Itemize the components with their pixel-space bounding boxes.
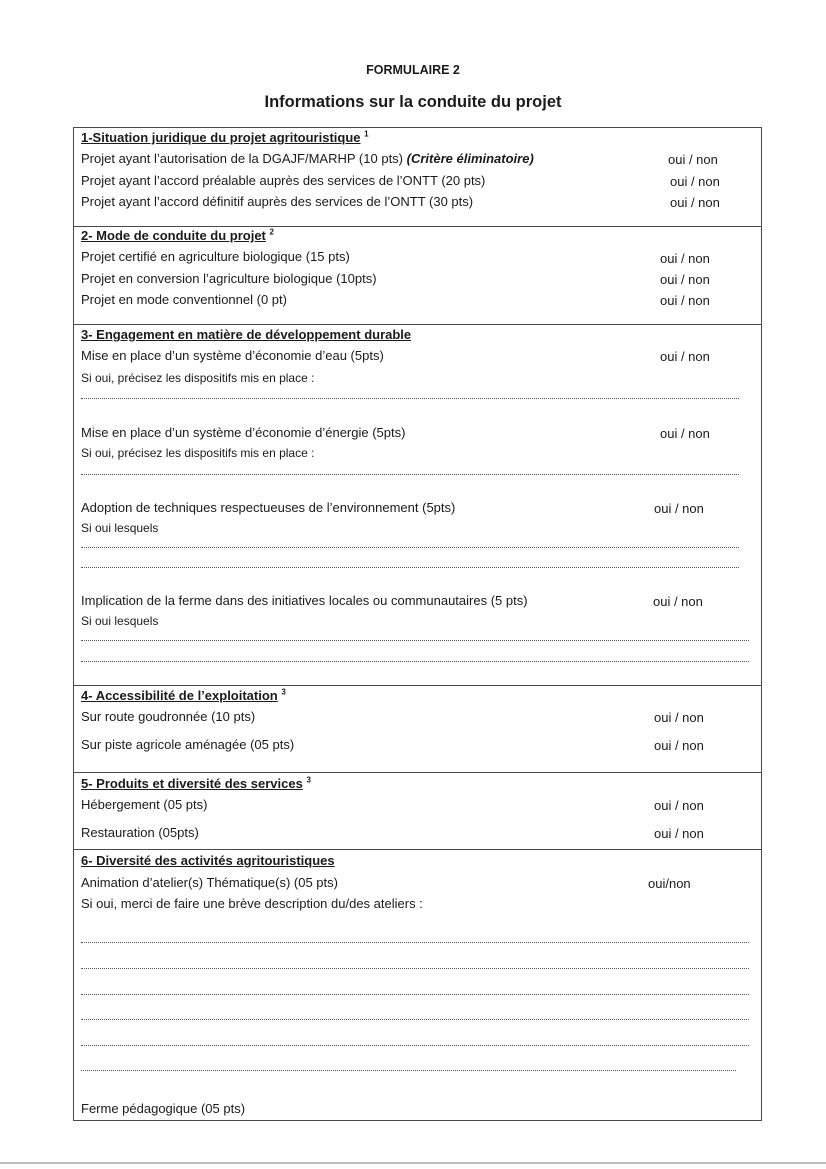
answer-choice[interactable]: oui / non xyxy=(660,251,710,266)
answer-choice[interactable]: oui / non xyxy=(670,195,720,210)
item-label: Projet en conversion l’agriculture biologique (10pts) xyxy=(81,271,377,286)
answer-line[interactable] xyxy=(81,661,749,662)
answer-line[interactable] xyxy=(81,547,739,548)
answer-line[interactable] xyxy=(81,398,739,399)
item-label: Projet certifié en agriculture biologique (15 pts) xyxy=(81,249,350,264)
footnote-mark: 2 xyxy=(269,227,274,237)
footnote-mark: 3 xyxy=(306,775,311,785)
item-label: Projet ayant l’autorisation de la DGAJF/MARHP (10 pts) (Critère éliminatoire) xyxy=(81,151,534,166)
answer-line[interactable] xyxy=(81,994,749,995)
item-detail: Si oui lesquels xyxy=(81,614,159,628)
answer-choice[interactable]: oui / non xyxy=(654,501,704,516)
section-1-heading: 1-Situation juridique du projet agritouristique $^1$ xyxy=(81,129,369,145)
footnote-mark: 1 xyxy=(364,129,369,139)
item-detail: Si oui, précisez les dispositifs mis en place : xyxy=(81,446,315,460)
section-divider xyxy=(73,685,762,686)
answer-choice[interactable]: oui / non xyxy=(654,826,704,841)
item-label: Mise en place d’un système d’économie d’énergie (5pts) xyxy=(81,425,406,440)
item-label: Adoption de techniques respectueuses de l’environnement (5pts) xyxy=(81,500,456,515)
item-label: Ferme pédagogique (05 pts) xyxy=(81,1101,246,1116)
section-divider xyxy=(73,772,762,773)
item-label: Restauration (05pts) xyxy=(81,825,199,840)
answer-choice[interactable]: oui / non xyxy=(653,594,703,609)
section-4-heading: 4- Accessibilité de l’exploitation $^3$ xyxy=(81,687,286,703)
answer-choice[interactable]: oui / non xyxy=(654,798,704,813)
section-divider xyxy=(73,849,762,850)
section-divider xyxy=(73,324,762,325)
answer-choice[interactable]: oui / non xyxy=(654,738,704,753)
item-label: Projet en mode conventionnel (0 pt) xyxy=(81,292,287,307)
answer-line[interactable] xyxy=(81,968,749,969)
answer-choice[interactable]: oui / non xyxy=(670,174,720,189)
item-detail: Si oui lesquels xyxy=(81,521,159,535)
item-detail: Si oui, précisez les dispositifs mis en place : xyxy=(81,371,315,385)
item-label: Projet ayant l’accord préalable auprès des services de l’ONTT (20 pts) xyxy=(81,173,486,188)
section-6-heading: 6- Diversité des activités agritouristiques xyxy=(81,853,335,868)
answer-line[interactable] xyxy=(81,1070,736,1071)
item-label: Sur piste agricole aménagée (05 pts) xyxy=(81,737,295,752)
answer-choice[interactable]: oui / non xyxy=(660,426,710,441)
section-divider xyxy=(73,226,762,227)
answer-line[interactable] xyxy=(81,1019,749,1020)
item-label: Animation d’atelier(s) Thématique(s) (05 pts) xyxy=(81,875,338,890)
form-label: FORMULAIRE 2 xyxy=(366,63,460,77)
item-label: Projet ayant l’accord définitif auprès des services de l’ONTT (30 pts) xyxy=(81,194,474,209)
page-title: Informations sur la conduite du projet xyxy=(264,93,562,111)
answer-line[interactable] xyxy=(81,640,749,641)
section-2-heading: 2- Mode de conduite du projet $^2$ xyxy=(81,227,274,243)
footnote-mark: 3 xyxy=(281,687,286,697)
answer-line[interactable] xyxy=(81,474,739,475)
answer-choice[interactable]: oui/non xyxy=(648,876,691,891)
answer-choice[interactable]: oui / non xyxy=(660,293,710,308)
answer-choice[interactable]: oui / non xyxy=(660,272,710,287)
item-detail: Si oui, merci de faire une brève description du/des ateliers : xyxy=(81,896,423,911)
section-5-heading: 5- Produits et diversité des services $^3$ xyxy=(81,775,311,791)
answer-line[interactable] xyxy=(81,1045,749,1046)
item-label: Implication de la ferme dans des initiatives locales ou communautaires (5 pts) xyxy=(81,593,528,608)
answer-choice[interactable]: oui / non xyxy=(668,152,718,167)
item-label: Mise en place d’un système d’économie d’eau (5pts) xyxy=(81,348,384,363)
item-label: Hébergement (05 pts) xyxy=(81,797,208,812)
answer-line[interactable] xyxy=(81,942,749,943)
answer-choice[interactable]: oui / non xyxy=(660,349,710,364)
item-label: Sur route goudronnée (10 pts) xyxy=(81,709,256,724)
answer-line[interactable] xyxy=(81,567,739,568)
section-3-heading: 3- Engagement en matière de développement durable xyxy=(81,327,412,342)
page-bottom-rule xyxy=(0,1162,826,1164)
answer-choice[interactable]: oui / non xyxy=(654,710,704,725)
